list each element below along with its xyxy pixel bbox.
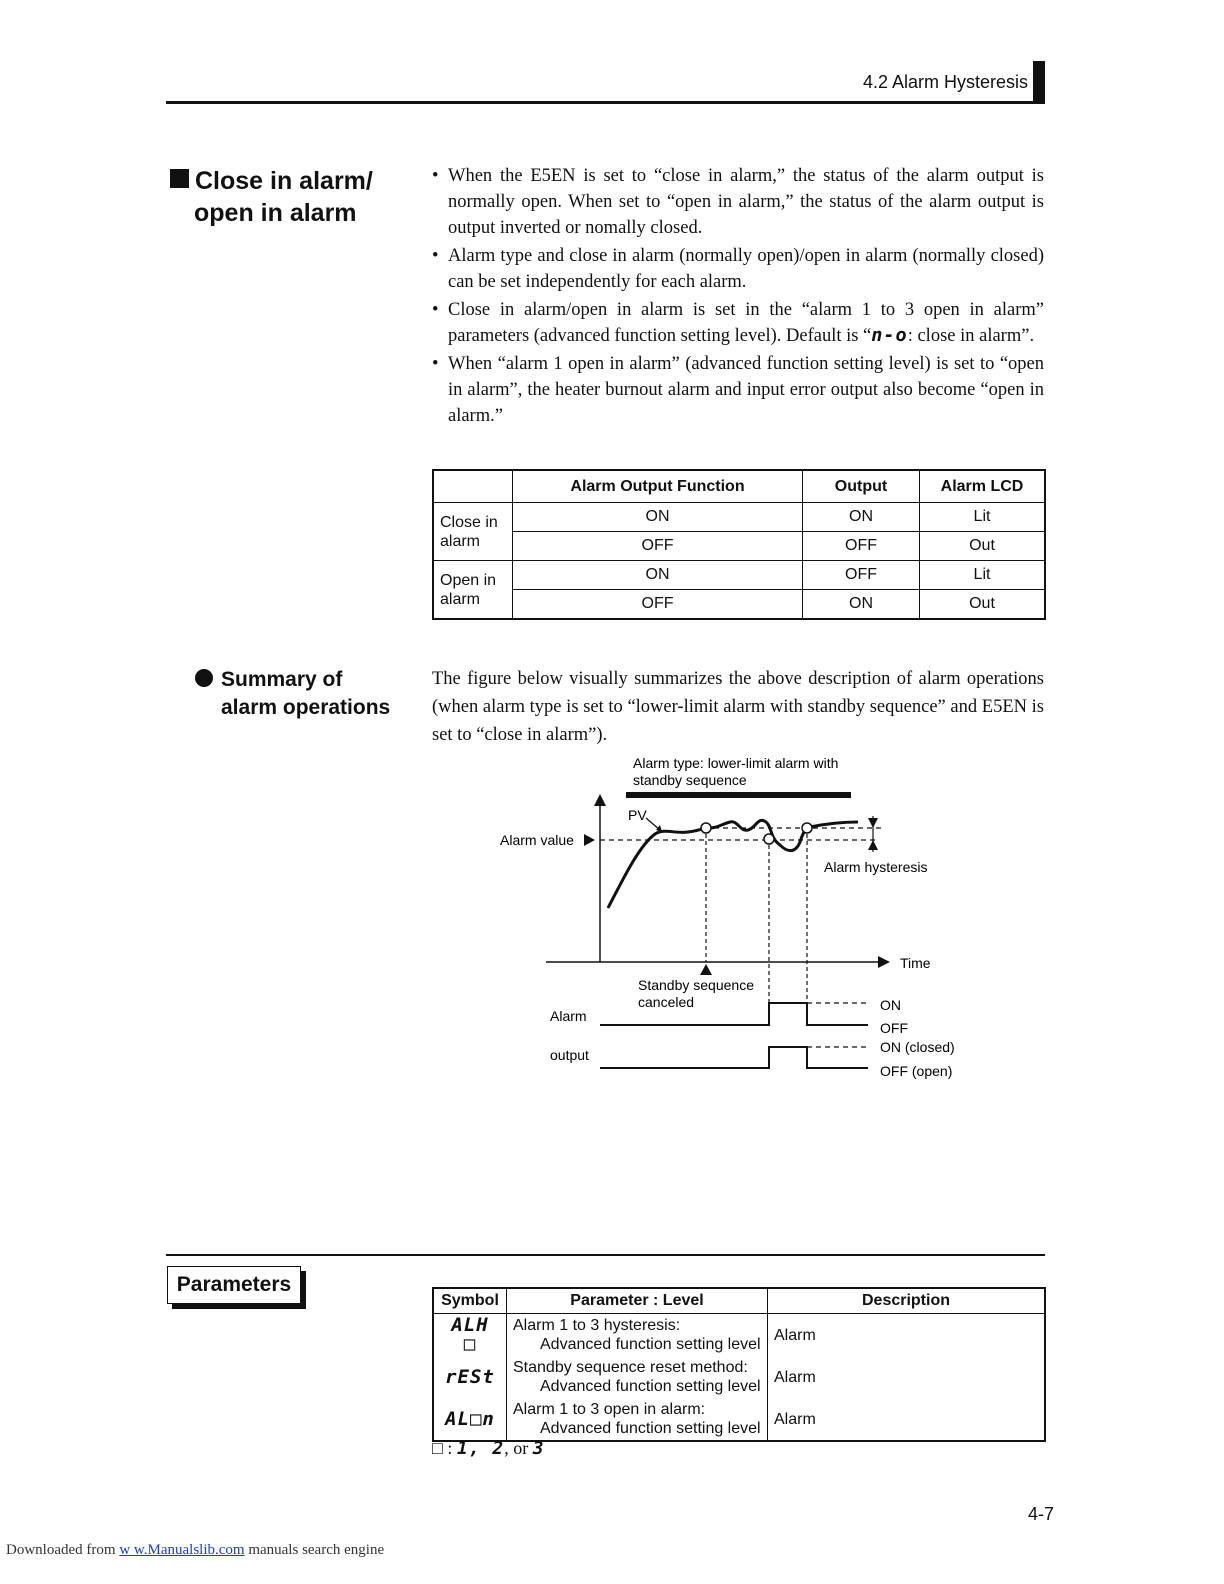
alarm-output-table: Alarm Output Function Output Alarm LCD Close in alarm ON ON Lit OFF OFF Out Open in alarm ON OFF Lit OFF ON Out: [432, 469, 1046, 620]
parameters-table: Symbol Parameter : Level Description ALH □ Alarm 1 to 3 hysteresis: Advanced function setting level Alarm rESt Standby sequence reset method: Advanced function setting level Alarm AL□n Alarm 1 to 3 open in alarm: Advanced function setting level Alarm: [432, 1287, 1046, 1442]
section-heading: Close in alarm/ open in alarm: [170, 165, 373, 229]
group-label: Open in alarm: [433, 561, 513, 620]
open-in-alarm-waveform: [600, 1047, 868, 1068]
list-item: • When “alarm 1 open in alarm” (advanced function setting level) is set to “open in alarm”, the heater burnout alarm and input error output also become “open in alarm.”: [432, 354, 1044, 426]
off-label: OFF: [880, 1020, 908, 1036]
group-label: Close in alarm: [433, 503, 513, 561]
symbol-note: □ : 1, 2, or 3: [432, 1438, 545, 1459]
download-footer: Downloaded from w w.Manualslib.com manuals search engine: [6, 1542, 385, 1558]
parameter-symbol: AL□n: [433, 1398, 507, 1441]
parameter-symbol: ALH □: [433, 1314, 507, 1357]
parameters-rule: [166, 1254, 1045, 1256]
time-label: Time: [900, 955, 931, 971]
circle-bullet-icon: [195, 669, 213, 687]
alarm-label: Alarm: [550, 1008, 587, 1024]
table-row: ALH □ Alarm 1 to 3 hysteresis: Advanced function setting level Alarm: [433, 1314, 1045, 1357]
header-marker: [1033, 61, 1045, 104]
standby-cancel-arrow-icon: [700, 964, 712, 975]
bullet-list: [432, 163, 1044, 431]
svg-text:standby sequence: standby sequence: [633, 772, 747, 788]
on-label: ON: [880, 997, 901, 1013]
table-row: rESt Standby sequence reset method: Advanced function setting level Alarm: [433, 1356, 1045, 1398]
alarm-value-arrow-icon: [584, 834, 595, 846]
on-closed-label: ON (closed): [880, 1039, 955, 1055]
page-number: 4-7: [1027, 1504, 1054, 1524]
alarm-operation-diagram: [490, 750, 970, 1090]
list-item: • Close in alarm/open in alarm is set in the “alarm 1 to 3 open in alarm” parameters (advanced function setting level). Default is “n-o: close in alarm”.: [432, 300, 1044, 346]
running-header: 4.2 Alarm Hysteresis: [862, 72, 1028, 92]
summary-paragraph: The figure below visually summarizes the above description of alarm operations (when alarm type is set to “lower-limit alarm with standby sequence” and E5EN is set to “close in alarm”).: [432, 669, 1044, 745]
table-row: AL□n Alarm 1 to 3 open in alarm: Advanced function setting level Alarm: [433, 1398, 1045, 1441]
alarm-value-label: Alarm value: [500, 832, 574, 848]
off-open-label: OFF (open): [880, 1063, 953, 1079]
svg-text:canceled: canceled: [638, 994, 695, 1010]
table-row: OFF OFF Out: [433, 532, 1045, 561]
table-row: Close in alarm ON ON Lit: [433, 503, 1045, 532]
pv-label: PV: [628, 807, 647, 823]
square-bullet-icon: [170, 169, 189, 188]
alarm-type-label: Alarm type: lower-limit alarm with: [633, 755, 839, 771]
y-axis-arrow-icon: [594, 794, 606, 806]
hysteresis-label: Alarm hysteresis: [824, 859, 928, 875]
pv-curve: [608, 820, 858, 908]
parameter-symbol: rESt: [433, 1356, 507, 1398]
output-label: output: [550, 1047, 589, 1063]
table-row: OFF ON Out: [433, 590, 1045, 620]
time-axis-arrow-icon: [878, 956, 890, 968]
table-row: Open in alarm ON OFF Lit: [433, 561, 1045, 590]
list-item: • When the E5EN is set to “close in alarm,” the status of the alarm output is normally open. When set to “open in alarm,” the status of the alarm output is output inverted or nomally closed.: [432, 166, 1044, 238]
parameters-title: Parameters: [167, 1266, 301, 1304]
segment-code: n-o: [871, 325, 908, 346]
standby-canceled-label: Standby sequence: [638, 977, 754, 993]
summary-heading: Summary of alarm operations: [195, 666, 390, 722]
header-rule: [166, 101, 1045, 104]
manualslib-link[interactable]: w w.Manualslib.com: [119, 1542, 245, 1558]
list-item: • Alarm type and close in alarm (normally open)/open in alarm (normally closed) can be set independently for each alarm.: [432, 246, 1044, 292]
standby-sequence-bar: [626, 792, 851, 798]
